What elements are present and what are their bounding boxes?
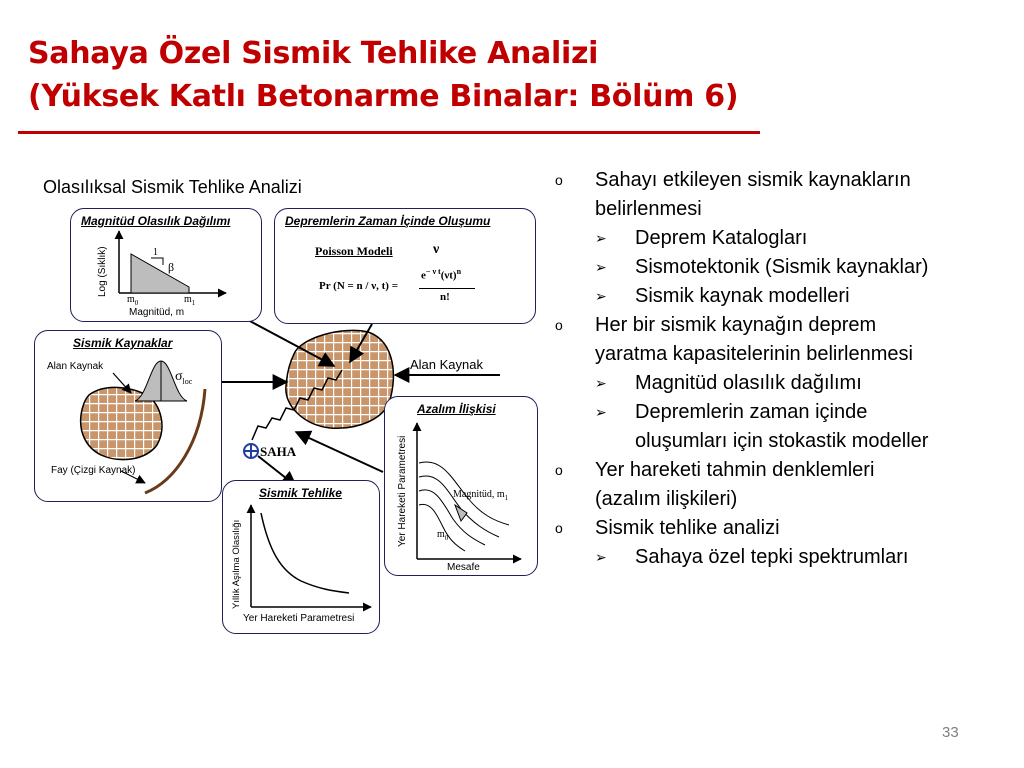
bullet-item	[555, 195, 1005, 224]
poisson-box-title: Depremlerin Zaman İçinde Oluşumu	[285, 214, 491, 228]
attenuation-curve-2	[419, 476, 499, 537]
bullet-text: Yer hareketi tahmin denklemleri	[595, 459, 875, 481]
bullet-item	[555, 514, 1005, 543]
bullet-text: Sismotektonik (Sismik kaynaklar)	[635, 256, 929, 278]
magnitude-distribution-box	[70, 208, 262, 322]
fraction-bar	[419, 288, 475, 289]
bullet-text: Sismik tehlike analizi	[595, 517, 780, 539]
bullet-item	[555, 456, 1005, 485]
bullet-text: Deprem Katalogları	[635, 227, 808, 249]
poisson-box	[274, 208, 536, 324]
bullet-text: Sismik kaynak modelleri	[635, 285, 850, 307]
page-number: 33	[942, 724, 959, 741]
arrow-bullet-icon: ➢	[595, 375, 607, 391]
attenuation-box-title: Azalım İlişkisi	[417, 402, 496, 416]
circle-bullet-icon: o	[555, 462, 563, 478]
bullet-text: oluşumları için stokastik modeller	[635, 430, 929, 452]
arrow-attenuation-to-site	[296, 432, 383, 472]
bullet-text: (azalım ilişkileri)	[595, 488, 738, 510]
bullet-item	[555, 311, 1005, 340]
m1-tick: $m_1$	[184, 294, 196, 307]
beta-symbol: β	[168, 260, 175, 274]
slide-title-line2: (Yüksek Katlı Betonarme Binalar: Bölüm 6)	[28, 79, 739, 114]
bullet-item	[555, 485, 1005, 514]
bullet-item	[555, 282, 1005, 311]
hazard-curve	[261, 513, 349, 593]
bullet-text: Sahaya özel tepki spektrumları	[635, 546, 909, 568]
poisson-denominator: n!	[440, 291, 450, 303]
bullet-text: Her bir sismik kaynağın deprem	[595, 314, 877, 336]
seismic-sources-box	[34, 330, 222, 502]
bullet-item	[555, 427, 1005, 456]
bullet-text: yaratma kapasitelerinin belirlenmesi	[595, 343, 913, 365]
bullet-item	[555, 369, 1005, 398]
bullet-item	[555, 224, 1005, 253]
magnitude-box-title: Magnitüd Olasılık Dağılımı	[81, 214, 231, 228]
circle-bullet-icon: o	[555, 317, 563, 333]
bullet-item	[555, 166, 1005, 195]
site-label: SAHA	[260, 444, 297, 459]
bullet-item	[555, 398, 1005, 427]
attenuation-m1-label: Magnitüd, $m_1$	[453, 489, 509, 502]
hazard-xlabel: Yer Hareketi Parametresi	[243, 613, 355, 624]
arrow-bullet-icon: ➢	[595, 288, 607, 304]
attenuation-box	[384, 396, 538, 576]
attenuation-xlabel: Mesafe	[447, 562, 480, 573]
bullet-text: Depremlerin zaman içinde	[635, 401, 868, 423]
arrow-bullet-icon: ➢	[595, 549, 607, 565]
attenuation-ylabel: Yer Hareketi Parametresi	[397, 435, 408, 547]
bullet-text: belirlenmesi	[595, 198, 702, 220]
poisson-model-label: Poisson Modeli	[315, 244, 393, 258]
bullet-item	[555, 543, 1005, 572]
arrow-bullet-icon: ➢	[595, 230, 607, 246]
sigma-loc: $\sigma_{loc}$	[175, 369, 193, 386]
magnitude-ylabel: Log (Sıklık)	[97, 246, 108, 297]
diagram-label: Olasılıksal Sismik Tehlike Analizi	[43, 177, 302, 197]
bullet-text: Sahayı etkileyen sismik kaynakların	[595, 169, 911, 191]
center-area-source	[286, 330, 393, 428]
magnitude-shaded-region	[131, 254, 189, 293]
sources-area-label: Alan Kaynak	[47, 361, 104, 372]
magnitude-slope-label: 1	[153, 247, 158, 258]
magnitude-xlabel: Magnitüd, m	[129, 307, 185, 318]
poisson-numerator: $e^{- \nu t}(\nu t)^n$	[421, 267, 462, 282]
m0-tick: $m_0$	[127, 294, 139, 307]
poisson-formula-left: Pr (N = n / ν, t) =	[319, 280, 398, 292]
bullet-list	[555, 166, 1005, 572]
sources-box-title: Sismik Kaynaklar	[73, 336, 173, 350]
attenuation-m0-label: $m_0$	[437, 529, 449, 542]
hazard-plot	[223, 481, 379, 633]
site-icon	[244, 444, 258, 458]
slide-title-line1: Sahaya Özel Sismik Tehlike Analizi	[28, 36, 599, 71]
arrow-bullet-icon: ➢	[595, 259, 607, 275]
bullet-item	[555, 253, 1005, 282]
bullet-text: Magnitüd olasılık dağılımı	[635, 372, 862, 394]
bullet-item	[555, 340, 1005, 369]
center-area-label: Alan Kaynak	[410, 357, 483, 372]
circle-bullet-icon: o	[555, 520, 563, 536]
hazard-ylabel: Yıllık Aşılma Olasılığı	[231, 519, 242, 609]
hazard-box-title: Sismik Tehlike	[259, 486, 342, 500]
circle-bullet-icon: o	[555, 172, 563, 188]
nu-symbol: ν	[433, 242, 440, 257]
arrow-bullet-icon: ➢	[595, 404, 607, 420]
seismic-hazard-box	[222, 480, 380, 634]
fault-label: Fay (Çizgi Kaynak)	[51, 465, 136, 476]
